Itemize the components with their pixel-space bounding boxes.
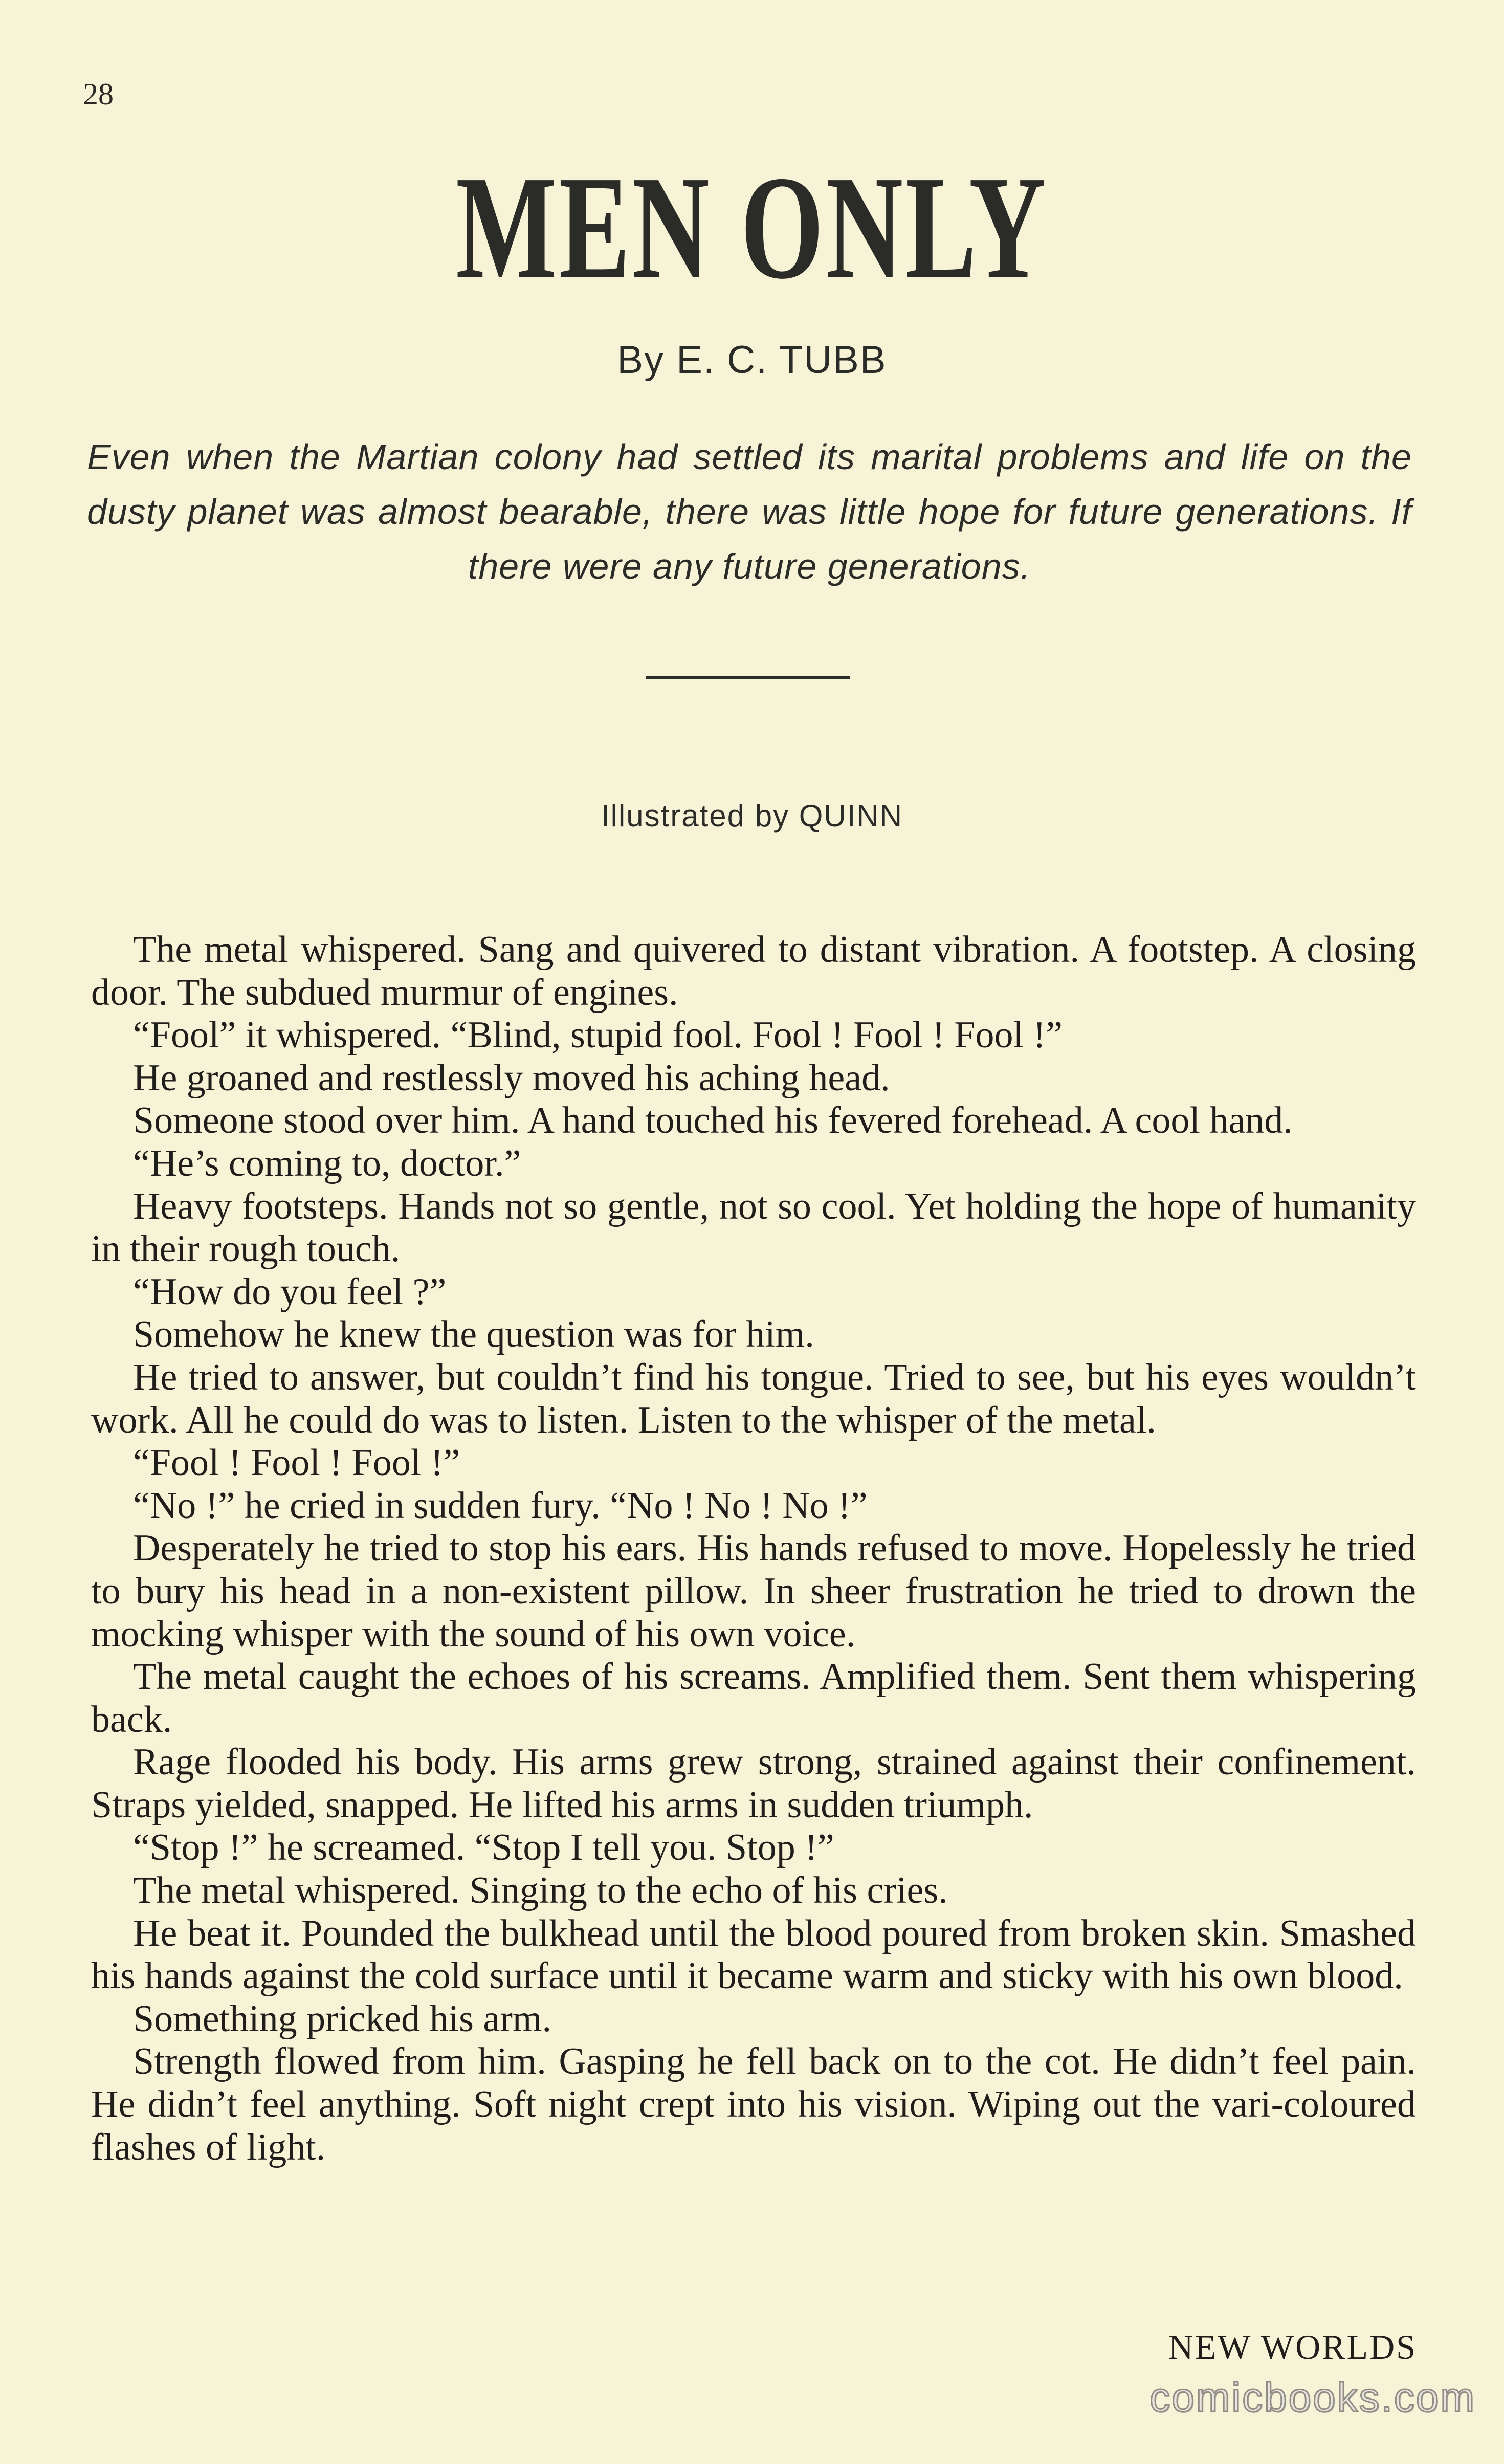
paragraph: “How do you feel ?” [133,1270,447,1313]
paragraph: He groaned and restlessly moved his aching head. [133,1057,890,1099]
page-number: 28 [83,77,114,111]
section-divider [646,676,850,679]
paragraph: The metal whispered. Singing to the echo of his cries. [133,1869,948,1912]
paragraph: The metal whispered. Sang and quivered to distant vibration. A footstep. A closing door. The subdued murmur of engines. [91,929,1416,1014]
paragraph: “Fool” it whispered. “Blind, stupid fool. Fool ! Fool ! Fool !” [133,1014,1063,1057]
paragraph: “Fool ! Fool ! Fool !” [133,1442,460,1484]
paragraph: Strength flowed from him. Gasping he fell back on to the cot. He didn’t feel pain. He didn’t feel anything. Soft night crept into his vision. Wiping out the vari-coloured flashes of light. [91,2040,1416,2168]
paragraph: Somehow he knew the question was for him. [133,1313,814,1356]
paragraph: “He’s coming to, doctor.” [133,1142,521,1184]
paragraph: Something pricked his arm. [133,1997,551,2040]
story-body [91,929,1416,2169]
magazine-footer: NEW WORLDS [1168,2327,1417,2366]
paragraph: “No !” he cried in sudden fury. “No ! No ! No !” [133,1484,868,1527]
paragraph: Desperately he tried to stop his ears. His hands refused to move. Hopelessly he tried to bury his head in a non-existent pillow. In sheer frustration he tried to drown the mocking whisper with the sound of his own voice. [91,1527,1416,1655]
author-byline: By E. C. TUBB [617,338,887,382]
story-title: MEN ONLY [456,145,1048,310]
paragraph: “Stop !” he screamed. “Stop I tell you. Stop !” [133,1827,834,1869]
paragraph: Someone stood over him. A hand touched his fevered forehead. A cool hand. [133,1099,1293,1142]
paragraph: Rage flooded his body. His arms grew strong, strained against their confinement. Straps yielded, snapped. He lifted his arms in sudden triumph. [91,1741,1416,1826]
paragraph: The metal caught the echoes of his screams. Amplified them. Sent them whispering back. [91,1656,1416,1741]
watermark: comicbooks.com [1149,2374,1476,2420]
illustrator-credit: Illustrated by QUINN [601,799,903,833]
story-blurb: Even when the Martian colony had settled its marital problems and life on the dusty planet was almost bearable, there was little hope for future generations. If there were any future generations. [87,437,1412,586]
paragraph: Heavy footsteps. Hands not so gentle, not so cool. Yet holding the hope of humanity in their rough touch. [91,1185,1416,1270]
paragraph: He tried to answer, but couldn’t find his tongue. Tried to see, but his eyes wouldn’t work. All he could do was to listen. Listen to the whisper of the metal. [91,1356,1416,1441]
paragraph: He beat it. Pounded the bulkhead until the blood poured from broken skin. Smashed his hands against the cold surface until it became warm and sticky with his own blood. [91,1912,1416,1997]
